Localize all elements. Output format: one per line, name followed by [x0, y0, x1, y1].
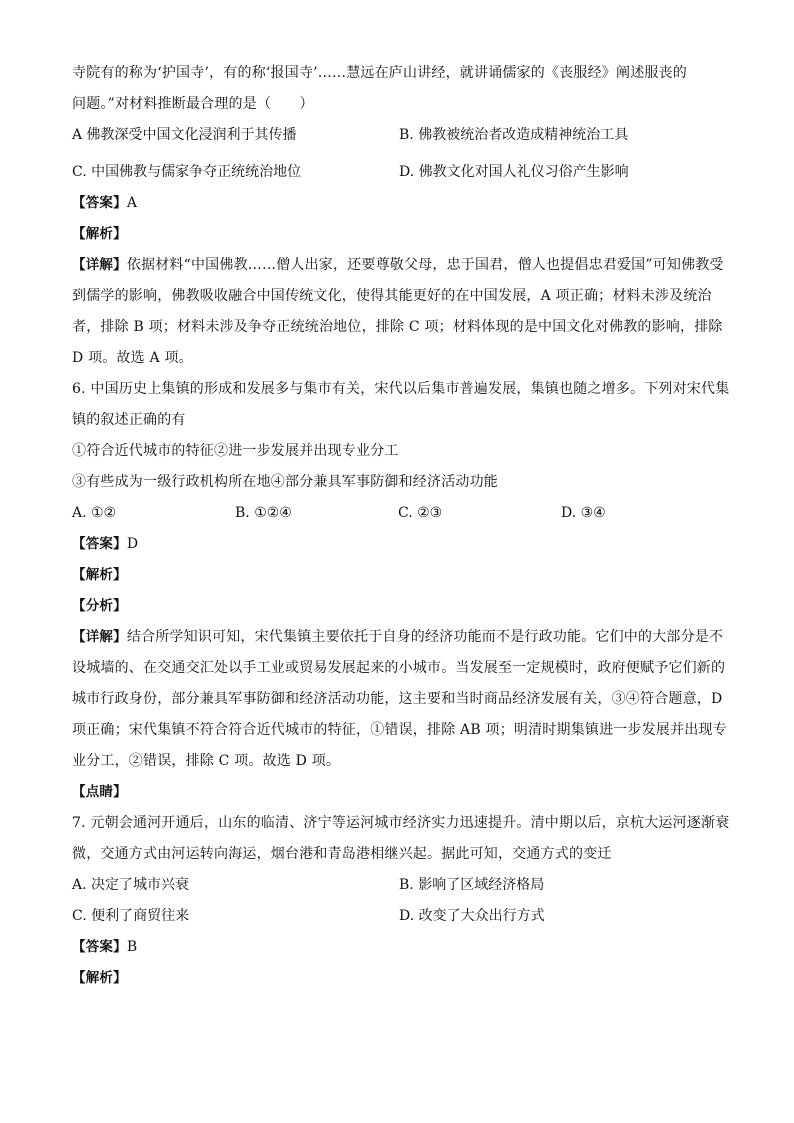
q6-detail-line-5: 业分工，②错误，排除 C 项。故选 D 项。 — [72, 753, 341, 769]
q5-stem-line-2: 问题。”对材料推断最合理的是（ ） — [72, 96, 314, 112]
analysis-tag: 【解析】 — [72, 567, 127, 583]
q6-stem-line-2: 镇的叙述正确的有 — [72, 412, 186, 428]
q7-answer-value: B — [126, 939, 138, 955]
q6-analysis — [72, 560, 726, 591]
q5-option-b: B. 佛教被统治者改造成精神统治工具 — [399, 127, 629, 143]
q5-options-row-2 — [72, 157, 726, 188]
q7-analysis — [72, 963, 726, 994]
q6-option-b: B. ①②④ — [235, 505, 292, 521]
q6-detail-line-3: 城市行政身份，部分兼具军事防御和经济活动功能，这主要和当时商品经济发展有关，③④符合题意，D — [72, 691, 723, 707]
q7-option-d: D. 改变了大众出行方式 — [399, 908, 545, 924]
dianjing-tag: 【点睛】 — [72, 784, 127, 800]
q6-answer-value: D — [126, 536, 139, 552]
detail-tag: 【详解】 — [72, 257, 127, 273]
q6-stem-line-1: 6. 中国历史上集镇的形成和发展多与集市有关，宋代以后集市普遍发展，集镇也随之增多。下列对宋代集 — [72, 381, 730, 397]
detail-tag: 【详解】 — [72, 629, 127, 645]
q5-detail-line-2: 到儒学的影响，佛教吸收融合中国传统文化，使得其能更好的在中国发展，A 项正确；材料未涉及统治 — [72, 288, 712, 304]
q5-detail-text-1: 依据材料“中国佛教……僧人出家，还要尊敬父母，忠于国君，僧人也提倡忠君爱国”可知佛教受 — [126, 257, 724, 273]
q6-answer — [72, 529, 726, 560]
q6-detail-text-1: 结合所学知识可知，宋代集镇主要依托于自身的经济功能而不是行政功能。它们中的大部分是不 — [126, 629, 724, 645]
q6-dianjing — [72, 777, 726, 808]
q7-option-c: C. 便利了商贸往来 — [72, 908, 190, 924]
q5-option-c: C. 中国佛教与儒家争夺正统统治地位 — [72, 164, 302, 180]
q7-options-row-2 — [72, 901, 726, 932]
q7-option-b: B. 影响了区域经济格局 — [399, 877, 545, 893]
q7-stem-line-1: 7. 元朝会通河开通后，山东的临清、济宁等运河城市经济实力迅速提升。清中期以后，京杭大运河逐渐衰 — [72, 815, 730, 831]
answer-tag: 【答案】 — [72, 536, 127, 552]
q5-options-row-1 — [72, 120, 726, 151]
q6-detail-line-4: 项正确；宋代集镇不符合符合近代城市的特征，①错误，排除 AB 项；明清时期集镇进一步发展并出现专 — [72, 722, 727, 738]
q5-detail-line-1 — [72, 250, 726, 281]
q5-option-a: A 佛教深受中国文化浸润利于其传播 — [72, 127, 297, 143]
q6-option-a: A. ①② — [72, 505, 117, 521]
q6-fenxi — [72, 591, 726, 622]
q6-detail-line-2: 设城墙的、在交通交汇处以手工业或贸易发展起来的小城市。当发展至一定规模时，政府便赋予它们新的 — [72, 660, 726, 676]
q5-analysis — [72, 219, 726, 250]
q5-answer-value: A — [126, 195, 138, 211]
q6-stem-line-3: ①符合近代城市的特征②进一步发展并出现专业分工 — [72, 443, 399, 459]
analysis-tag: 【解析】 — [72, 970, 127, 986]
analysis-tag: 【解析】 — [72, 226, 127, 242]
q5-stem-line-1: 寺院有的称为‘护国寺’，有的称‘报国寺’……慧远在庐山讲经，就讲诵儒家的《丧服经》阐述服丧的 — [72, 65, 687, 81]
q6-options-row — [72, 498, 726, 529]
q6-detail-line-1 — [72, 622, 726, 653]
q5-detail-line-3: 者，排除 B 项；材料未涉及争夺正统统治地位，排除 C 项；材料体现的是中国文化对佛教的影响，排除 — [72, 319, 723, 335]
exam-page — [72, 58, 730, 994]
q7-options-row-1 — [72, 870, 726, 901]
fenxi-tag: 【分析】 — [72, 598, 127, 614]
q5-detail-line-4: D 项。故选 A 项。 — [72, 350, 193, 366]
q6-option-d: D. ③④ — [561, 505, 606, 521]
q6-stem-line-4: ③有些成为一级行政机构所在地④部分兼具军事防御和经济活动功能 — [72, 474, 498, 490]
q7-stem-line-2: 微，交通方式由河运转向海运，烟台港和青岛港相继兴起。据此可知，交通方式的变迁 — [72, 846, 612, 862]
answer-tag: 【答案】 — [72, 939, 127, 955]
q7-answer — [72, 932, 726, 963]
answer-tag: 【答案】 — [72, 195, 127, 211]
q6-option-c: C. ②③ — [398, 505, 443, 521]
q7-option-a: A. 决定了城市兴衰 — [72, 877, 190, 893]
q5-answer — [72, 188, 726, 219]
q5-option-d: D. 佛教文化对国人礼仪习俗产生影响 — [399, 164, 629, 180]
